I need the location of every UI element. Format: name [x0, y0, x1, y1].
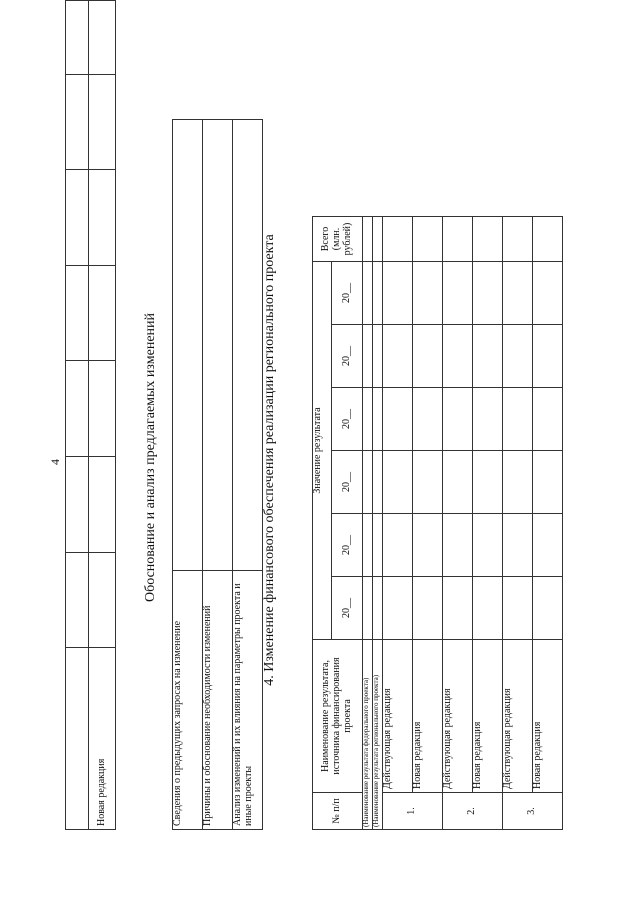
table-cell: [373, 217, 383, 262]
table-cell: [443, 514, 473, 577]
section-regional-label: (Наименование результата регионального проекта): [373, 640, 383, 830]
table-cell: [473, 514, 503, 577]
table-cell: [413, 217, 443, 262]
table-cell: [373, 325, 383, 388]
table-cell: [503, 325, 533, 388]
table-cell: [533, 325, 563, 388]
year-header: 20__: [332, 325, 363, 388]
table-row: [533, 217, 563, 830]
table-cell: [413, 325, 443, 388]
row-item-label: Новая редакция: [413, 640, 443, 793]
table-cell: [373, 451, 383, 514]
table-cell: [66, 457, 89, 553]
table-row: [413, 217, 443, 830]
table-cell: [66, 1, 89, 75]
table-cell: [473, 217, 503, 262]
table-cell: [66, 265, 89, 361]
table-cell: [373, 577, 383, 640]
table-cell: [533, 262, 563, 325]
table-row: [383, 217, 413, 830]
table-cell: [363, 577, 373, 640]
year-header: 20__: [332, 262, 363, 325]
row-label: Новая редакция: [89, 648, 116, 830]
header-total: Всего (млн. рублей): [313, 217, 363, 262]
table-cell: [503, 514, 533, 577]
table-row: [66, 1, 89, 830]
section-federal-label: (Наименование результата федерального проекта): [363, 640, 373, 830]
table-cell: [383, 577, 413, 640]
previous-version-table: [65, 0, 116, 830]
table-cell: [533, 451, 563, 514]
table-cell: [473, 451, 503, 514]
row-number: 1.: [383, 793, 443, 830]
table-row: [89, 1, 116, 830]
header-name: Наименование результата, источника финансирования проекта: [313, 640, 363, 793]
table-cell: [89, 552, 116, 648]
table-cell: [233, 120, 263, 571]
table-cell: [203, 120, 233, 571]
table-cell: [66, 552, 89, 648]
table-cell: [363, 514, 373, 577]
year-header: 20__: [332, 514, 363, 577]
row-item-label: Новая редакция: [533, 640, 563, 793]
table-cell: [363, 217, 373, 262]
table-cell: [443, 388, 473, 451]
table-cell: [413, 262, 443, 325]
table-cell: [373, 262, 383, 325]
table-cell: [473, 577, 503, 640]
table-cell: [383, 388, 413, 451]
table-cell: [66, 648, 89, 830]
year-header: 20__: [332, 577, 363, 640]
table-row: [203, 120, 233, 830]
table-cell: [363, 325, 373, 388]
table-cell: [363, 451, 373, 514]
table-cell: [373, 388, 383, 451]
table-cell: [413, 388, 443, 451]
table-cell: [503, 388, 533, 451]
table-cell: [443, 325, 473, 388]
row-item-label: Действующая редакция: [503, 640, 533, 793]
table-cell: [363, 262, 373, 325]
table-row: [233, 120, 263, 830]
row-number: 2.: [443, 793, 503, 830]
table-cell: [503, 217, 533, 262]
table-cell: [503, 262, 533, 325]
table-cell: [89, 361, 116, 457]
table-cell: [89, 457, 116, 553]
table-cell: [533, 217, 563, 262]
row-item-label: Новая редакция: [473, 640, 503, 793]
year-header: 20__: [332, 451, 363, 514]
table-row: [443, 217, 473, 830]
year-header: 20__: [332, 388, 363, 451]
table-cell: [173, 120, 203, 571]
table-cell: [383, 262, 413, 325]
table-cell: [443, 577, 473, 640]
table-cell: [413, 514, 443, 577]
header-num: № п/п: [313, 793, 363, 830]
table-cell: [89, 170, 116, 266]
table-cell: [373, 514, 383, 577]
table-cell: [89, 265, 116, 361]
table-cell: [66, 170, 89, 266]
table-cell: [383, 325, 413, 388]
row-label: Причины и обоснование необходимости изменений: [203, 571, 233, 830]
change-rationale-table: [172, 119, 263, 830]
table-row: [503, 217, 533, 830]
row-label: Анализ изменений и их влияния на параметры проекта и иные проекты: [233, 571, 263, 830]
table-cell: [66, 361, 89, 457]
table-cell: [363, 388, 373, 451]
table-row: [473, 217, 503, 830]
table-cell: [473, 262, 503, 325]
table-cell: [533, 577, 563, 640]
table-cell: [443, 262, 473, 325]
financing-table: [312, 216, 563, 830]
section-row: [363, 217, 373, 830]
page-number: 4: [48, 459, 62, 465]
table-cell: [473, 388, 503, 451]
table-cell: [383, 451, 413, 514]
table-cell: [443, 451, 473, 514]
section-title: Обоснование и анализ предлагаемых изменений: [143, 312, 158, 603]
table-row: [173, 120, 203, 830]
table-cell: [383, 217, 413, 262]
table-cell: [503, 451, 533, 514]
table-cell: [413, 451, 443, 514]
row-number: 3.: [503, 793, 563, 830]
table-cell: [383, 514, 413, 577]
header-value-group: Значение результата: [313, 262, 332, 640]
table-cell: [533, 388, 563, 451]
table-cell: [66, 74, 89, 170]
table-cell: [443, 217, 473, 262]
table-cell: [89, 1, 116, 75]
table-cell: [533, 514, 563, 577]
section-heading: 4. Изменение финансового обеспечения реализации регионального проекта: [262, 234, 277, 686]
table-cell: [473, 325, 503, 388]
section-row: [373, 217, 383, 830]
row-label: Сведения о предыдущих запросах на изменение: [173, 571, 203, 830]
table-cell: [89, 74, 116, 170]
table-cell: [503, 577, 533, 640]
header-row: [313, 217, 332, 830]
table-cell: [413, 577, 443, 640]
row-item-label: Действующая редакция: [383, 640, 413, 793]
row-item-label: Действующая редакция: [443, 640, 473, 793]
